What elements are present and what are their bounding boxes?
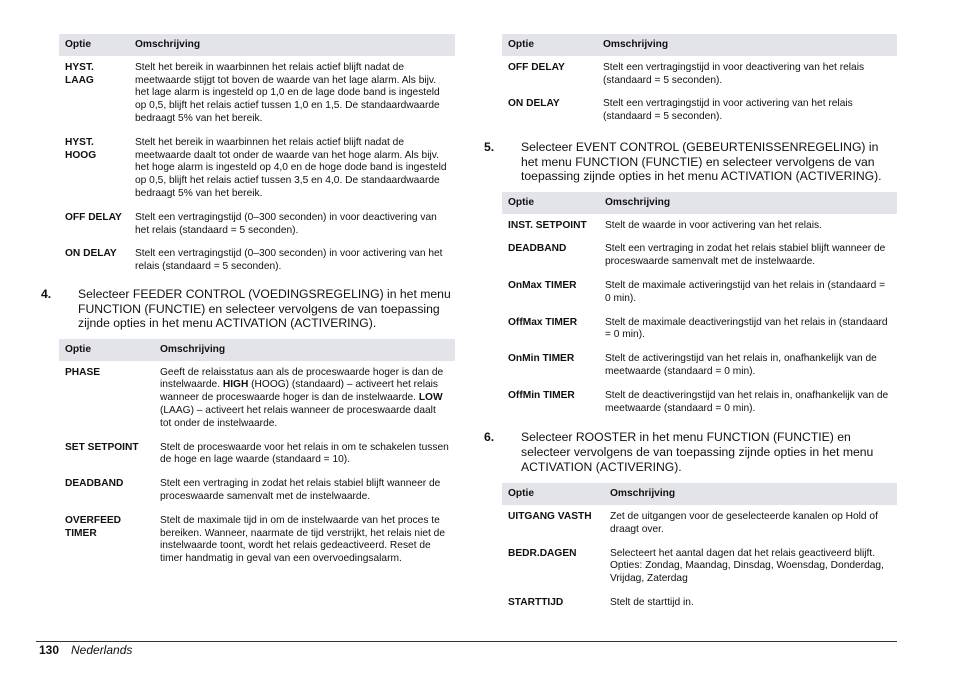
option-name: OFF DELAY (508, 61, 565, 73)
header-optie: Optie (502, 483, 604, 505)
step-number: 4. (41, 286, 52, 301)
header-optie: Optie (59, 34, 129, 56)
table-row (59, 509, 455, 571)
option-name: PHASE (65, 366, 101, 378)
table-row (502, 591, 897, 615)
phase-low-label: LOW (418, 392, 443, 404)
header-omschrijving: Omschrijving (597, 34, 897, 56)
header-omschrijving: Omschrijving (599, 192, 897, 214)
phase-text-2: (HOOG) (standaard) – activeert het relais wanneer de proceswaarde hoger is dan de instelwaarde. (160, 379, 438, 404)
option-name: ON DELAY (65, 248, 117, 260)
right-column (484, 34, 897, 615)
header-optie: Optie (502, 192, 599, 214)
table-row (502, 214, 897, 238)
option-description: Selecteert het aantal dagen dat het relais geactiveerd blijft. Opties: Zondag, Maandag, Dinsdag, Woensdag, Donderdag, Vrijdag, Zaterdag (610, 547, 884, 585)
option-description: Stelt een vertraging in zodat het relais stabiel blijft wanneer de proceswaarde samenvalt met de instelwaarde. (605, 243, 886, 268)
hysteresis-options-table (59, 34, 455, 279)
option-name: OVERFEED TIMER (65, 514, 122, 539)
option-description: Stelt de starttijd in. (610, 596, 694, 608)
step-text: Selecteer FEEDER CONTROL (VOEDINGSREGELING) in het menu FUNCTION (FUNCTIE) en selecteer vervolgens de van toepassing zijnde opties in het menu ACTIVATION (ACTIVERING). (78, 286, 451, 331)
option-name: ON DELAY (508, 98, 560, 110)
step-text: Selecteer EVENT CONTROL (GEBEURTENISSENREGELING) in het menu FUNCTION (FUNCTIE) en selecteer vervolgens de van toepassing zijnde opties in het menu ACTIVATION (ACTIVERING). (521, 139, 882, 184)
table-header-row (59, 34, 455, 56)
table-row (502, 56, 897, 93)
option-description: Stelt het bereik in waarbinnen het relais actief blijft nadat de meetwaarde daalt tot onder de waarde van het hoge alarm. Als bijv. het hoge alarm is ingesteld op 4,0 en de hoge dode band is ingesteld op 0,5, blijft het relais actief tussen 3,5 en 4,0. De standaardwaarde bedraagt 5% van het bereik. (135, 136, 447, 199)
option-name: INST. SETPOINT (508, 219, 587, 231)
footer-divider (36, 641, 897, 642)
option-name: HYST. HOOG (65, 136, 97, 161)
option-description: Stelt een vertragingstijd (0–300 seconden) in voor activering van het relais (standaard = 5 seconden). (135, 248, 443, 273)
table-row (502, 505, 897, 542)
option-name: OFF DELAY (65, 211, 122, 223)
option-name: OffMin TIMER (508, 389, 575, 401)
option-description: Stelt de waarde in voor activering van het relais. (605, 219, 822, 231)
option-name: OnMin TIMER (508, 353, 575, 365)
event-control-table (502, 192, 897, 421)
step-5 (484, 139, 897, 184)
table-row (502, 384, 897, 421)
option-name: DEADBAND (508, 243, 567, 255)
phase-text-1: Geeft de relaisstatus aan als de proceswaarde hoger is dan de instelwaarde. (160, 366, 444, 391)
step-4 (41, 286, 455, 331)
delay-options-table (502, 34, 897, 129)
option-description (154, 361, 455, 436)
option-name: UITGANG VASTH (508, 510, 592, 522)
table-header-row (502, 483, 897, 505)
option-name: DEADBAND (65, 478, 124, 490)
table-row (502, 542, 897, 591)
option-description: Stelt een vertragingstijd in voor deactivering van het relais (standaard = 5 seconden). (603, 61, 865, 86)
option-name: OnMax TIMER (508, 279, 577, 291)
table-row (502, 92, 897, 129)
option-name: HYST. LAAG (65, 61, 94, 86)
header-omschrijving: Omschrijving (604, 483, 897, 505)
step-6 (484, 430, 897, 474)
phase-high-label: HIGH (222, 379, 249, 391)
table-row (502, 237, 897, 274)
left-column (41, 34, 455, 571)
table-row (59, 361, 455, 436)
option-description: Stelt de maximale tijd in om de instelwaarde van het proces te bereiken. Wanneer, naarmate de tijd verstrijkt, het relais niet de instelwaarde toont, wordt het relais gedeactiveerd. Reset de timer handmatig in geval van een overvoedingsalarm. (160, 514, 446, 565)
step-number: 6. (484, 430, 495, 445)
option-description: Zet de uitgangen voor de geselecteerde kanalen op Hold of draagt over. (610, 510, 878, 535)
option-description: Stelt een vertragingstijd (0–300 seconden) in voor deactivering van het relais (standaard = 5 seconden). (135, 211, 437, 236)
table-header-row (59, 339, 455, 361)
option-description: Stelt de deactiveringstijd van het relais in, onafhankelijk van de meetwaarde (standaard = 0 min). (605, 389, 889, 414)
step-text: Selecteer ROOSTER in het menu FUNCTION (FUNCTIE) en selecteer vervolgens de van toepassing zijnde opties in het menu ACTIVATION (ACTIVERING). (521, 430, 874, 474)
footer-language: Nederlands (71, 643, 133, 657)
option-name: BEDR.DAGEN (508, 547, 577, 559)
option-description: Stelt de maximale activeringstijd van het relais in (standaard = 0 min). (605, 279, 886, 304)
step-number: 5. (484, 139, 495, 154)
table-row (59, 436, 455, 473)
option-description: Stelt de maximale deactiveringstijd van het relais in (standaard = 0 min). (605, 316, 888, 341)
header-omschrijving: Omschrijving (154, 339, 455, 361)
header-optie: Optie (59, 339, 154, 361)
phase-text-3: (LAAG) – activeert het relais wanneer de proceswaarde daalt tot onder de instelwaarde. (160, 404, 436, 429)
option-name: SET SETPOINT (65, 441, 139, 453)
feeder-control-table (59, 339, 455, 571)
option-description: Stelt de proceswaarde voor het relais in om te schakelen tussen de hoge en lage waarde (standaard = 10). (160, 441, 449, 466)
table-row (59, 472, 455, 509)
option-description: Stelt een vertragingstijd in voor activering van het relais (standaard = 5 seconden). (603, 98, 853, 123)
header-optie: Optie (502, 34, 597, 56)
table-row (502, 274, 897, 311)
table-row (502, 347, 897, 384)
table-header-row (502, 34, 897, 56)
page-number: 130 (39, 643, 60, 657)
option-name: OffMax TIMER (508, 316, 578, 328)
table-row (502, 311, 897, 348)
option-description: Stelt een vertraging in zodat het relais stabiel blijft wanneer de proceswaarde samenvalt met de instelwaarde. (160, 478, 441, 502)
header-omschrijving: Omschrijving (129, 34, 455, 56)
rooster-table (502, 483, 897, 615)
table-header-row (502, 192, 897, 214)
option-description: Stelt het bereik in waarbinnen het relais actief blijft nadat de meetwaarde stijgt tot boven de waarde van het lage alarm. Als bijv. het lage alarm is ingesteld op 1,0 en de lage dode band is ingesteld op 0,5, blijft het relais actief tussen 1,0 en 1,5. De standaardwaarde bedraagt 5% van het bereik. (135, 61, 440, 124)
option-name: STARTTIJD (508, 596, 564, 608)
table-row (59, 206, 455, 243)
table-row (59, 242, 455, 279)
table-row (59, 56, 455, 131)
table-row (59, 131, 455, 206)
option-description: Stelt de activeringstijd van het relais in, onafhankelijk van de meetwaarde (standaard = 0 min). (605, 353, 877, 377)
